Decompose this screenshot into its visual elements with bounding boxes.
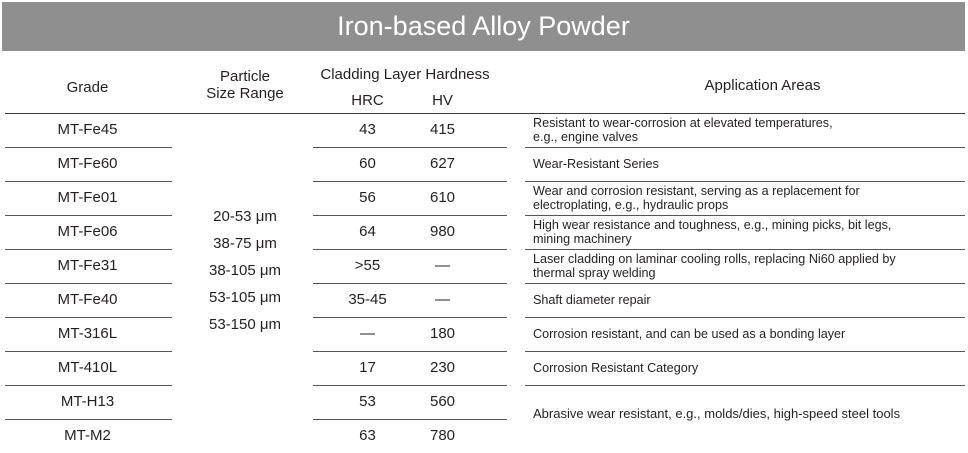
application-cell [533, 184, 860, 212]
row-divider [5, 147, 172, 148]
application-cell [533, 252, 896, 280]
row-divider [5, 181, 172, 182]
row-divider [5, 351, 172, 352]
application-cell [533, 116, 833, 144]
application-line2: electroplating, e.g., hydraulic props [533, 198, 729, 212]
header-particle-line2: Size Range [206, 85, 284, 102]
header-grade: Grade [66, 79, 109, 96]
hv-cell: — [435, 291, 450, 308]
hrc-cell: 43 [359, 121, 376, 138]
application-cell [533, 293, 651, 307]
application-line1: Corrosion resistant, and can be used as a bonding layer [533, 327, 846, 341]
hv-cell: — [435, 257, 450, 274]
row-divider [313, 283, 507, 284]
header-rule [5, 113, 965, 114]
particle-size-item: 53-150 μm [208, 316, 281, 333]
row-divider [525, 147, 965, 148]
row-divider [525, 249, 965, 250]
row-divider [313, 215, 507, 216]
row-divider [313, 351, 507, 352]
application-line2: thermal spray welding [533, 266, 656, 280]
row-divider [5, 317, 172, 318]
hrc-cell: 53 [359, 393, 376, 410]
grade-cell: MT-Fe45 [57, 121, 118, 138]
row-divider [313, 317, 507, 318]
application-cell [533, 218, 891, 246]
row-divider [525, 181, 965, 182]
row-divider [525, 385, 965, 386]
grade-cell: MT-H13 [60, 393, 115, 410]
row-divider [525, 351, 965, 352]
particle-size-item: 53-105 μm [208, 289, 281, 306]
application-cell [533, 157, 659, 171]
hrc-cell: 17 [359, 359, 376, 376]
grade-cell: MT-Fe31 [57, 257, 118, 274]
hrc-cell: 56 [359, 189, 376, 206]
grade-cell: MT-316L [57, 325, 118, 342]
application-line1: Laser cladding on laminar cooling rolls, replacing Ni60 applied by [533, 252, 896, 266]
application-line1: Resistant to wear-corrosion at elevated temperatures, [533, 116, 833, 130]
row-divider [5, 385, 172, 386]
hv-cell: 627 [429, 155, 456, 172]
row-divider [5, 419, 172, 420]
application-cell [533, 361, 698, 375]
hrc-cell: — [360, 325, 375, 342]
grade-cell: MT-Fe01 [57, 189, 118, 206]
grade-cell: MT-Fe60 [57, 155, 118, 172]
row-divider [313, 249, 507, 250]
header-hrc: HRC [351, 92, 384, 109]
grade-cell: MT-Fe40 [57, 291, 118, 308]
grade-cell: MT-M2 [64, 427, 111, 444]
hv-cell: 780 [429, 427, 456, 444]
header-application: Application Areas [704, 77, 821, 94]
hrc-cell: 64 [359, 223, 376, 240]
row-divider [525, 283, 965, 284]
row-divider [5, 215, 172, 216]
hrc-cell: 60 [359, 155, 376, 172]
row-divider [313, 181, 507, 182]
shared-application: Abrasive wear resistant, e.g., molds/dies, high-speed steel tools [533, 406, 901, 421]
application-line1: Wear-Resistant Series [533, 157, 659, 171]
hv-cell: 560 [429, 393, 456, 410]
table-title: Iron-based Alloy Powder [2, 2, 965, 51]
particle-size-item: 38-105 μm [208, 262, 281, 279]
row-divider [313, 419, 507, 420]
application-cell [533, 327, 845, 341]
row-divider [313, 147, 507, 148]
application-line1: Wear and corrosion resistant, serving as a replacement for [533, 184, 860, 198]
grade-cell: MT-410L [57, 359, 118, 376]
row-divider [525, 215, 965, 216]
particle-size-item: 38-75 μm [213, 235, 277, 252]
application-line2: mining machinery [533, 232, 632, 246]
row-divider [313, 385, 507, 386]
hv-cell: 980 [429, 223, 456, 240]
header-hardness: Cladding Layer Hardness [320, 66, 490, 83]
application-line2: e.g., engine valves [533, 130, 639, 144]
hrc-cell: 35-45 [348, 291, 387, 308]
hv-cell: 415 [429, 121, 456, 138]
particle-size-item: 20-53 μm [213, 208, 277, 225]
hv-cell: 180 [429, 325, 456, 342]
row-divider [5, 249, 172, 250]
application-line1: High wear resistance and toughness, e.g., mining picks, bit legs, [533, 218, 892, 232]
hv-cell: 230 [429, 359, 456, 376]
hrc-cell: >55 [354, 257, 381, 274]
row-divider [525, 317, 965, 318]
application-line1: Shaft diameter repair [533, 293, 651, 307]
header-particle-line1: Particle [219, 68, 271, 85]
application-line1: Corrosion Resistant Category [533, 361, 699, 375]
hrc-cell: 63 [359, 427, 376, 444]
row-divider [5, 283, 172, 284]
grade-cell: MT-Fe06 [57, 223, 118, 240]
hv-cell: 610 [429, 189, 456, 206]
header-hv: HV [432, 92, 453, 109]
